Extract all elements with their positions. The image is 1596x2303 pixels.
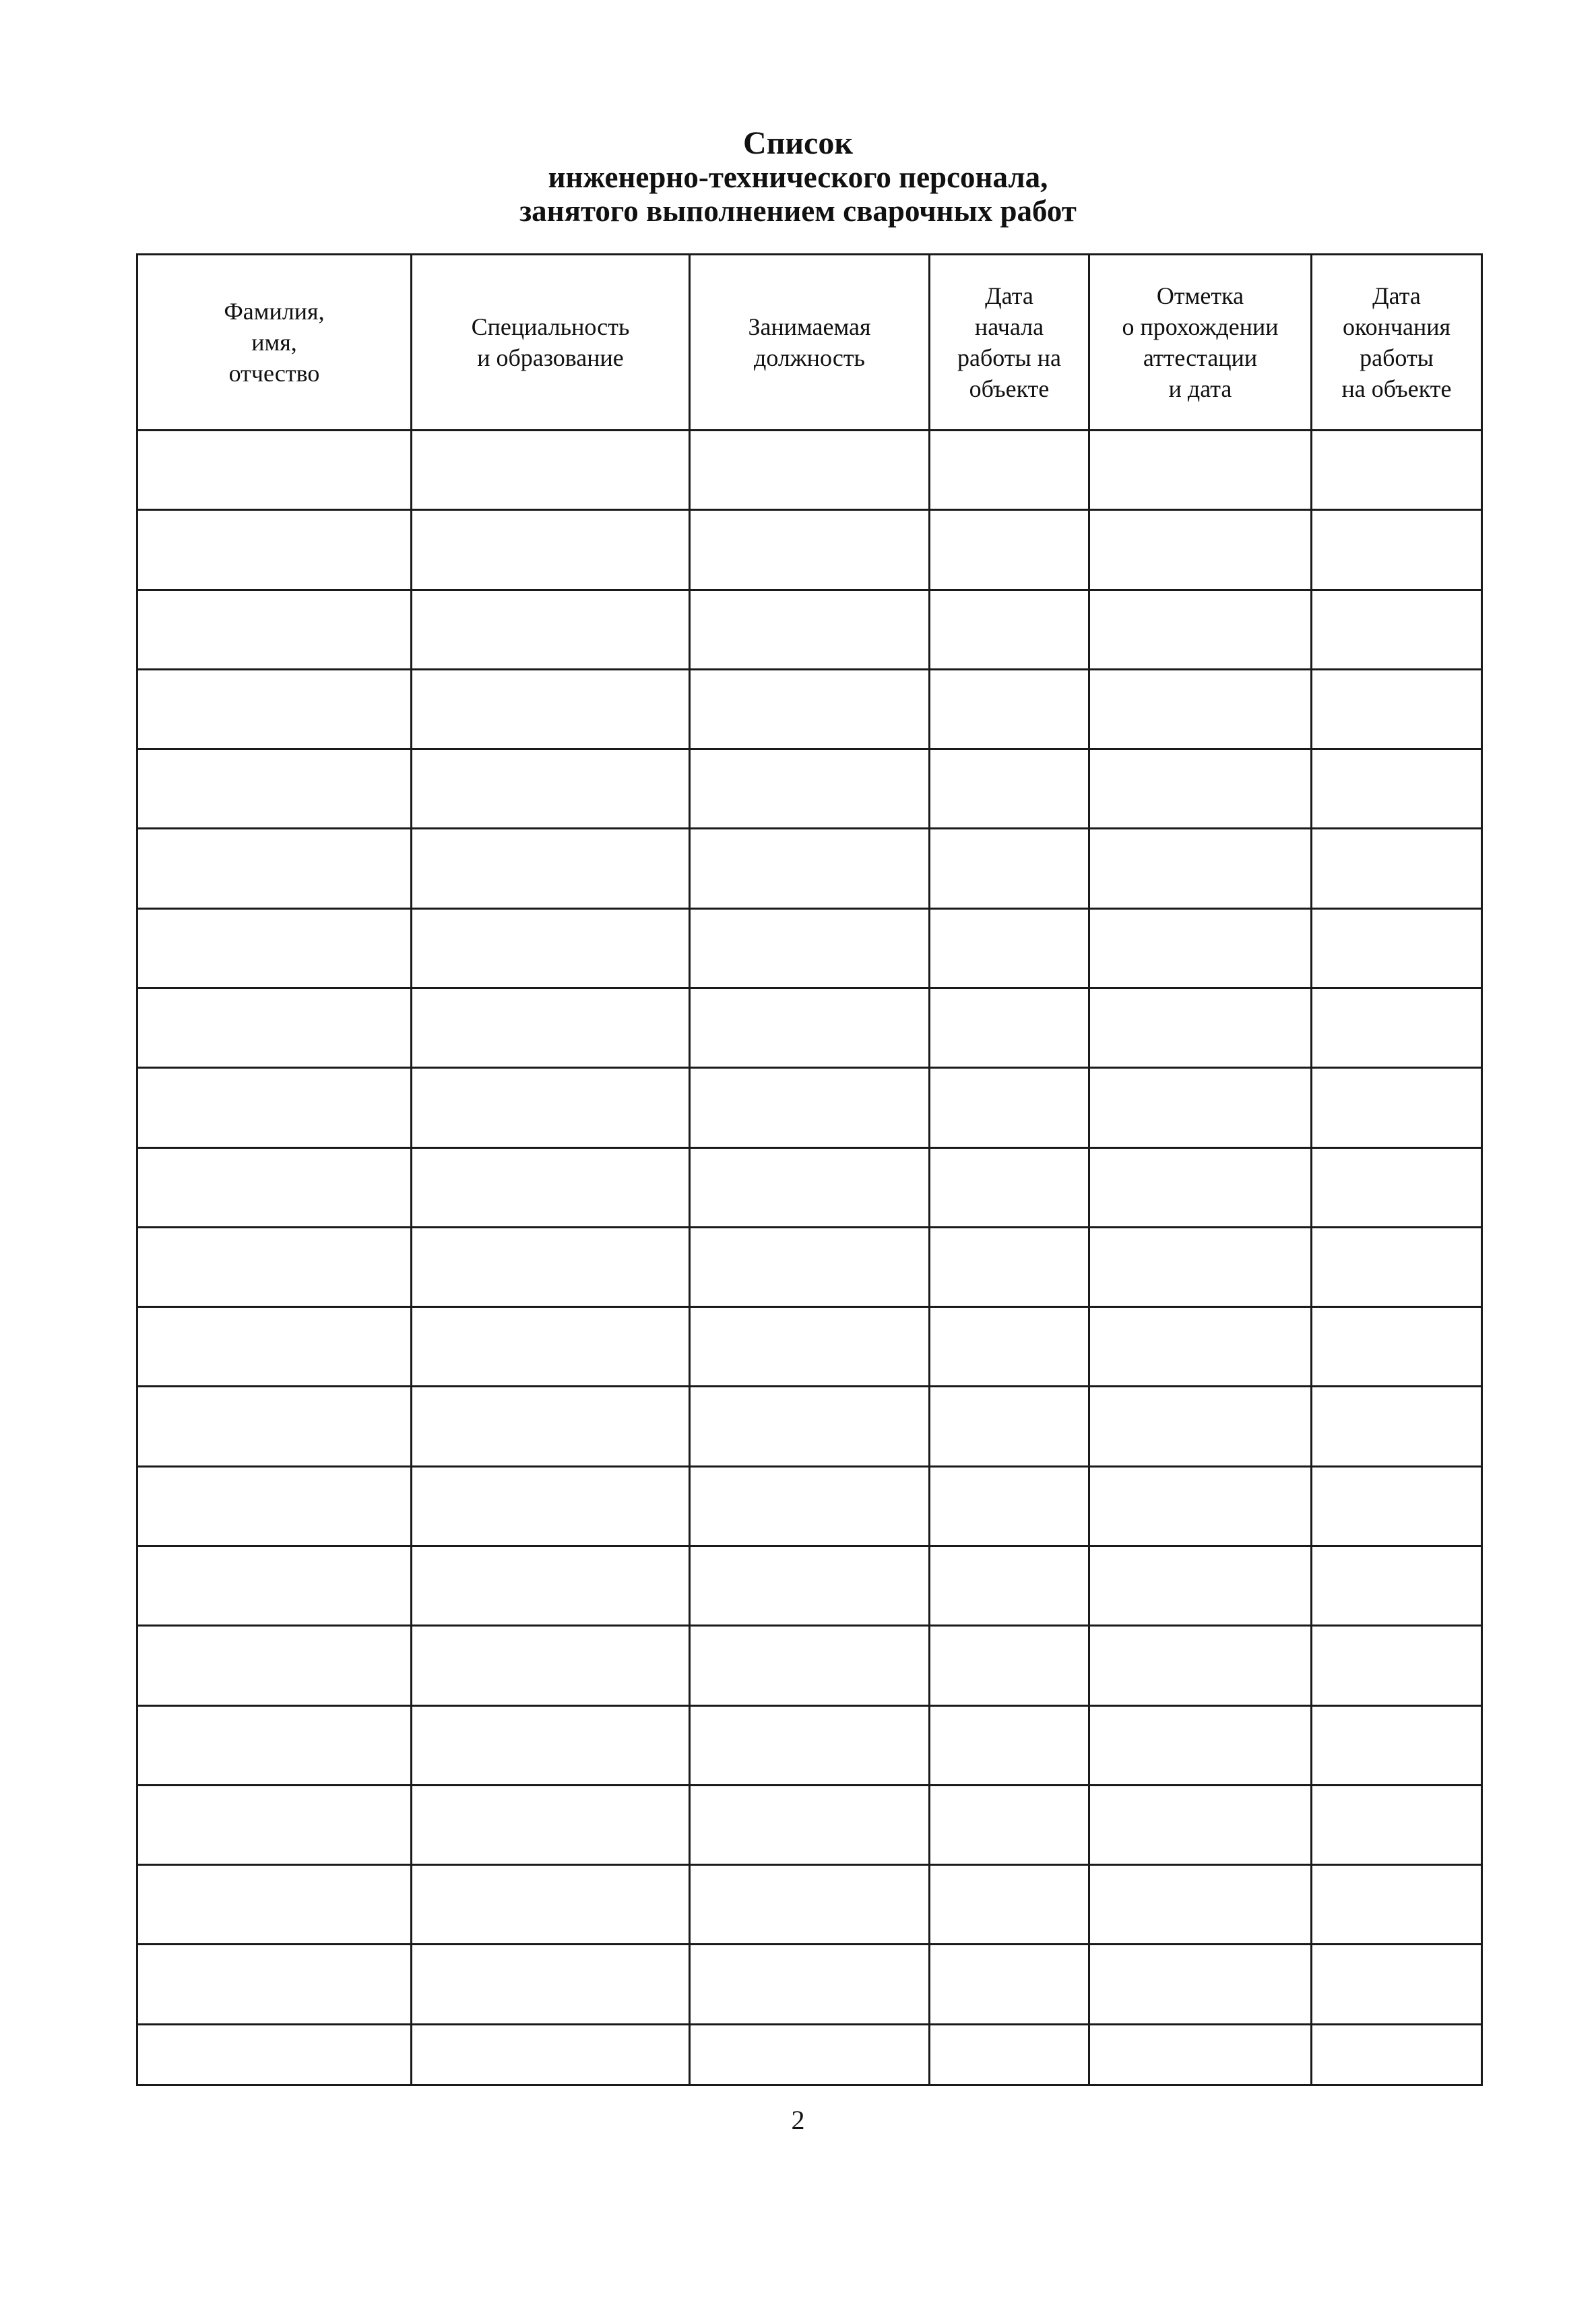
table-cell [1312,2024,1482,2085]
table-cell [930,1546,1089,1625]
table-cell [690,749,930,829]
table-cell [137,829,412,908]
table-cell [690,1945,930,2024]
column-header-specialty-education [412,255,690,431]
table-row [137,1785,1482,1864]
header-text: должность [754,344,865,371]
table-cell [930,1865,1089,1945]
header-text: и дата [1168,375,1232,402]
table-row [137,510,1482,590]
table-cell [1089,1945,1312,2024]
table-cell [1089,988,1312,1067]
table-cell [1089,829,1312,908]
table-cell [412,1705,690,1785]
table-cell [690,431,930,510]
table-cell [1089,1068,1312,1147]
table-cell [930,431,1089,510]
table-cell [930,1705,1089,1785]
column-header-position [690,255,930,431]
table-cell [1089,431,1312,510]
table-cell [412,2024,690,2085]
column-header-full-name [137,255,412,431]
table-cell [1089,1147,1312,1227]
table-cell [1312,1227,1482,1306]
table-row [137,1705,1482,1785]
table-cell [690,2024,930,2085]
table-cell [930,749,1089,829]
table-cell [1089,1626,1312,1705]
table-cell [412,1387,690,1466]
table-cell [1089,669,1312,749]
personnel-table [136,253,1483,2086]
table-cell [137,1307,412,1387]
table-cell [930,510,1089,590]
table-cell [1312,1068,1482,1147]
table-cell [1312,590,1482,669]
table-cell [1312,431,1482,510]
table-cell [412,1626,690,1705]
table-cell [137,988,412,1067]
table-cell [930,1227,1089,1306]
table-cell [412,1307,690,1387]
document-title [0,127,1596,228]
table-cell [1312,1546,1482,1625]
table-cell [137,1387,412,1466]
table-cell [930,1466,1089,1546]
title-line-1: Список [743,125,853,161]
table-cell [412,988,690,1067]
header-text: о прохождении [1122,313,1279,340]
table-cell [137,1945,412,2024]
table-row [137,1865,1482,1945]
table-cell [1312,1705,1482,1785]
table-cell [137,749,412,829]
table-cell [1312,1626,1482,1705]
column-header-certification-mark [1089,255,1312,431]
header-text: аттестации [1143,344,1258,371]
table-cell [1312,1865,1482,1945]
table-cell [930,988,1089,1067]
header-text: Фамилия, [224,298,325,325]
table-cell [412,1785,690,1864]
table-cell [412,669,690,749]
header-text: работы на [957,344,1061,371]
table-cell [1089,749,1312,829]
table-cell [690,1865,930,1945]
header-text: Занимаемая [748,313,871,340]
table-cell [1089,590,1312,669]
header-text: Дата [1372,282,1421,309]
table-cell [412,1865,690,1945]
table-cell [137,1705,412,1785]
title-line-3: занятого выполнением сварочных работ [519,194,1077,228]
table-cell [690,1307,930,1387]
table-cell [690,988,930,1067]
table-cell [412,1227,690,1306]
header-text: и образование [477,344,624,371]
table-cell [690,1068,930,1147]
table-cell [1312,749,1482,829]
table-cell [137,1466,412,1546]
table-row [137,749,1482,829]
table-row [137,1626,1482,1705]
table-cell [137,908,412,988]
table-cell [1312,510,1482,590]
table-row [137,2024,1482,2085]
table-cell [137,431,412,510]
table-cell [1089,1227,1312,1306]
header-text: Отметка [1156,282,1244,309]
table-row [137,669,1482,749]
table-cell [930,1307,1089,1387]
table-row [137,1227,1482,1306]
table-row [137,1068,1482,1147]
table-cell [690,590,930,669]
table-cell [930,1945,1089,2024]
table-cell [1089,1546,1312,1625]
table-cell [137,590,412,669]
table-cell [137,2024,412,2085]
table-cell [137,1147,412,1227]
table-cell [1312,1387,1482,1466]
table-cell [1312,1147,1482,1227]
table-cell [1089,2024,1312,2085]
table-cell [412,1466,690,1546]
table-cell [1312,1785,1482,1864]
table-row [137,1945,1482,2024]
table-cell [1312,1466,1482,1546]
table-cell [1089,1705,1312,1785]
table-cell [137,1227,412,1306]
table-row [137,1387,1482,1466]
table-body [137,431,1482,2085]
table-cell [690,1785,930,1864]
table-row [137,829,1482,908]
header-text: Дата [985,282,1033,309]
table-row [137,1466,1482,1546]
table-cell [1089,1466,1312,1546]
table-cell [930,1387,1089,1466]
table-row [137,1307,1482,1387]
table-cell [690,1705,930,1785]
table-cell [412,1147,690,1227]
header-text: начала [974,313,1044,340]
table-cell [412,908,690,988]
table-header-row [137,255,1482,431]
table-cell [1089,510,1312,590]
table-cell [137,1785,412,1864]
table-cell [1312,988,1482,1067]
table-cell [412,1945,690,2024]
header-text: отчество [228,360,320,387]
column-header-end-date [1312,255,1482,431]
table-cell [412,829,690,908]
table-cell [930,1626,1089,1705]
table-row [137,988,1482,1067]
page-number: 2 [791,2105,805,2135]
table-cell [412,431,690,510]
table-row [137,590,1482,669]
table-cell [1089,908,1312,988]
table-cell [137,1068,412,1147]
table-cell [412,510,690,590]
table-cell [690,1466,930,1546]
header-text: имя, [251,329,297,356]
table-cell [137,1626,412,1705]
table-cell [1312,1307,1482,1387]
table-cell [930,669,1089,749]
table-cell [1089,1387,1312,1466]
header-text: Специальность [471,313,630,340]
table-cell [412,1546,690,1625]
table-cell [930,1147,1089,1227]
header-text: работы [1360,344,1434,371]
table-cell [690,510,930,590]
table-row [137,431,1482,510]
header-text: окончания [1342,313,1451,340]
table-cell [930,2024,1089,2085]
table-cell [930,590,1089,669]
table-cell [137,510,412,590]
table-cell [1312,829,1482,908]
table-cell [137,1546,412,1625]
table-cell [137,669,412,749]
table-cell [930,829,1089,908]
table-cell [412,590,690,669]
table-cell [1312,669,1482,749]
table-cell [690,1387,930,1466]
table-row [137,1147,1482,1227]
table-cell [690,1227,930,1306]
table-cell [1089,1785,1312,1864]
table-cell [690,829,930,908]
table-cell [930,908,1089,988]
table-cell [690,908,930,988]
table-cell [137,1865,412,1945]
title-line-2: инженерно-технического персонала, [548,160,1048,194]
table-cell [930,1068,1089,1147]
table-cell [1312,1945,1482,2024]
table-cell [412,749,690,829]
table-cell [930,1785,1089,1864]
header-text: объекте [969,375,1050,402]
table-cell [690,1546,930,1625]
table-cell [690,1147,930,1227]
table-row [137,1546,1482,1625]
table-row [137,908,1482,988]
table-cell [1089,1307,1312,1387]
table-cell [412,1068,690,1147]
column-header-start-date [930,255,1089,431]
table-cell [690,1626,930,1705]
header-text: на объекте [1341,375,1452,402]
table-cell [690,669,930,749]
table-cell [1312,908,1482,988]
table-cell [1089,1865,1312,1945]
